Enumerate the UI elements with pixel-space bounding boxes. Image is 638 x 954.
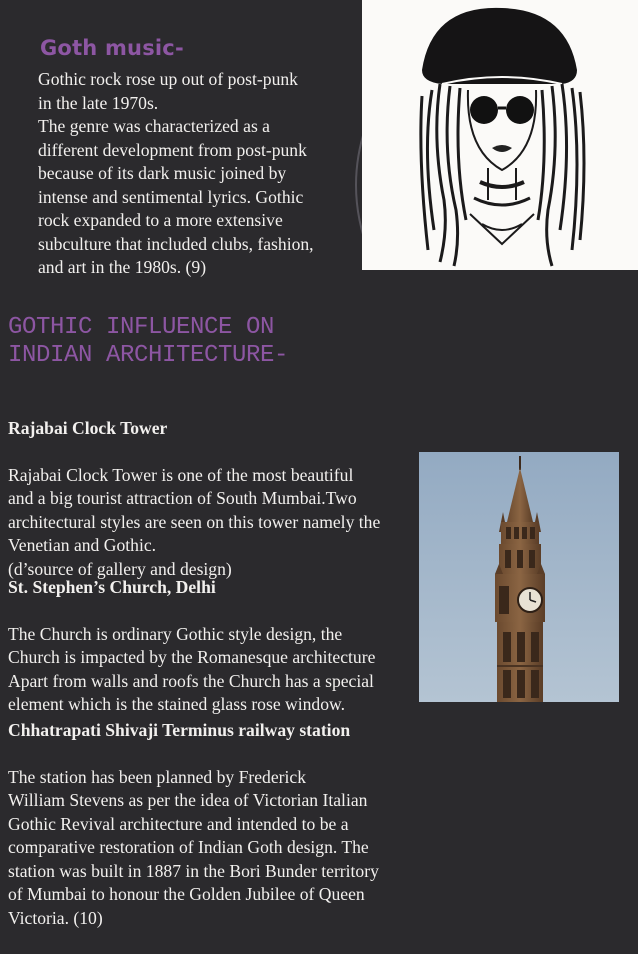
chhatrapati-shivaji-terminus-block xyxy=(8,695,428,954)
goth-music-paragraph: Gothic rock rose up out of post-punk in the late 1970s. The genre was characterized as a different development from post-punk because of its dark music joined by intense and sentimental lyrics. Gothic rock expanded to a more extensive subculture that included clubs, fashion, and art in the 1980s. (9) xyxy=(38,69,314,277)
building-title: Rajabai Clock Tower xyxy=(8,417,168,438)
goth-girl-sketch-image xyxy=(362,0,638,270)
building-description: Rajabai Clock Tower is one of the most beautiful and a big tourist attraction of South Mumbai.Two architectural styles are seen on this tower namely the Venetian and Gothic. (d’source of gallery and design) xyxy=(8,464,381,579)
gothic-influence-heading: GOTHIC INFLUENCE ON INDIAN ARCHITECTURE- xyxy=(8,314,289,369)
rajabai-clock-tower-image xyxy=(419,452,619,702)
building-description: The Church is ordinary Gothic style design, the Church is impacted by the Romanesque architecture Apart from walls and roofs the Church has a special element which is the stained glass rose window. xyxy=(8,623,376,714)
building-title: St. Stephen’s Church, Delhi xyxy=(8,576,216,597)
building-description: The station has been planned by Frederick William Stevens as per the idea of Victorian Italian Gothic Revival architecture and intended to be a comparative restoration of Indian Goth design. The station was built in 1887 in the Bori Bunder territory of Mumbai to honour the Golden Jubilee of Queen Victoria. (10) xyxy=(8,766,379,928)
building-title: Chhatrapati Shivaji Terminus railway station xyxy=(8,719,351,740)
clock-tower-drawing xyxy=(419,452,619,702)
goth-music-heading: Goth music- xyxy=(40,36,184,60)
goth-girl-sketch-drawing xyxy=(362,0,638,270)
